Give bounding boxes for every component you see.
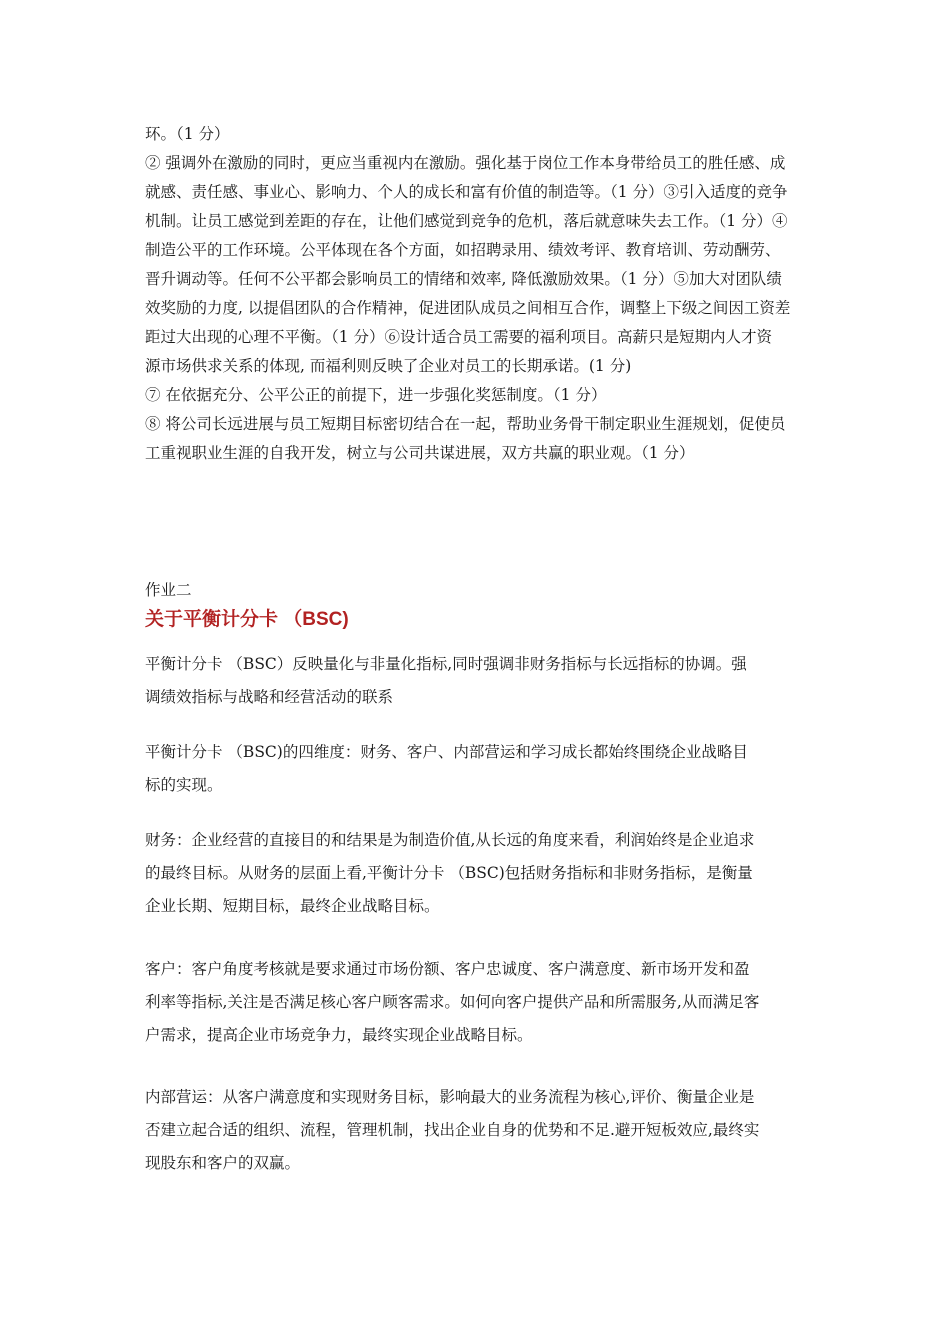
text-line: 制造公平的工作环境。公平体现在各个方面，如招聘录用、绩效考评、教育培训、劳动酬劳、 [145,241,781,259]
paragraph-finance [145,824,815,923]
text-line: 否建立起合适的组织、流程，管理机制，找出企业自身的优势和不足.避开短板效应,最终实 [145,1121,760,1139]
paragraph-customer [145,953,815,1052]
text-line: 的最终目标。从财务的层面上看,平衡计分卡 （BSC)包括财务指标和非财务指标，是衡量 [145,864,753,882]
assignment-label: 作业二 [145,581,192,599]
text-line: 工重视职业生涯的自我开发，树立与公司共谋进展，双方共赢的职业观。（1 分） [145,444,695,462]
text-line: 就感、责任感、事业心、影响力、个人的成长和富有价值的制造等。（1 分）③引入适度的竞争 [145,183,788,201]
text-line: 平衡计分卡 （BSC）反映量化与非量化指标,同时强调非财务指标与长远指标的协调。强 [145,655,747,673]
text-line: 户需求，提高企业市场竞争力，最终实现企业战略目标。 [145,1026,533,1044]
text-line: 环。（1 分） [145,125,230,143]
text-line: 标的实现。 [145,776,223,794]
text-line: ⑧ 将公司长远进展与员工短期目标密切结合在一起，帮助业务骨干制定职业生涯规划，促使员 [145,415,786,433]
text-line: 晋升调动等。任何不公平都会影响员工的情绪和效率, 降低激励效果。（1 分）⑤加大对团队绩 [145,270,782,288]
text-line: ② 强调外在激励的同时，更应当重视内在激励。强化基于岗位工作本身带给员工的胜任感、成 [145,154,786,172]
text-line: 客户：客户角度考核就是要求通过市场份额、客户忠诚度、客户满意度、新市场开发和盈 [145,960,750,978]
text-line: 内部营运：从客户满意度和实现财务目标，影响最大的业务流程为核心,评价、衡量企业是 [145,1088,755,1106]
text-line: 利率等指标,关注是否满足核心客户顾客需求。如何向客户提供产品和所需服务,从而满足客 [145,993,760,1011]
paragraph-bsc-overview [145,648,815,714]
text-line: 调绩效指标与战略和经营活动的联系 [145,688,394,706]
incentive-measures-section [145,120,810,468]
text-line: 企业长期、短期目标，最终企业战略目标。 [145,897,440,915]
paragraph-internal-operations [145,1081,815,1180]
text-line: 效奖励的力度, 以提倡团队的合作精神，促进团队成员之间相互合作，调整上下级之间因工资差 [145,299,791,317]
text-line: 源市场供求关系的体现, 而福利则反映了企业对员工的长期承诺。(1 分) [145,357,632,375]
text-line: 距过大出现的心理不平衡。（1 分）⑥设计适合员工需要的福利项目。高薪只是短期内人才资 [145,328,773,346]
section-title: 关于平衡计分卡 （BSC) [145,609,349,630]
text-line: ⑦ 在依据充分、公平公正的前提下，进一步强化奖惩制度。（1 分） [145,386,607,404]
text-line: 机制。让员工感觉到差距的存在，让他们感觉到竞争的危机，落后就意味失去工作。（1 分）④ [145,212,788,230]
text-line: 现股东和客户的双赢。 [145,1154,301,1172]
paragraph-four-dimensions [145,736,815,802]
text-line: 财务：企业经营的直接目的和结果是为制造价值,从长远的角度来看，利润始终是企业追求 [145,831,755,849]
text-line: 平衡计分卡 （BSC)的四维度：财务、客户、内部营运和学习成长都始终围绕企业战略目 [145,743,748,761]
